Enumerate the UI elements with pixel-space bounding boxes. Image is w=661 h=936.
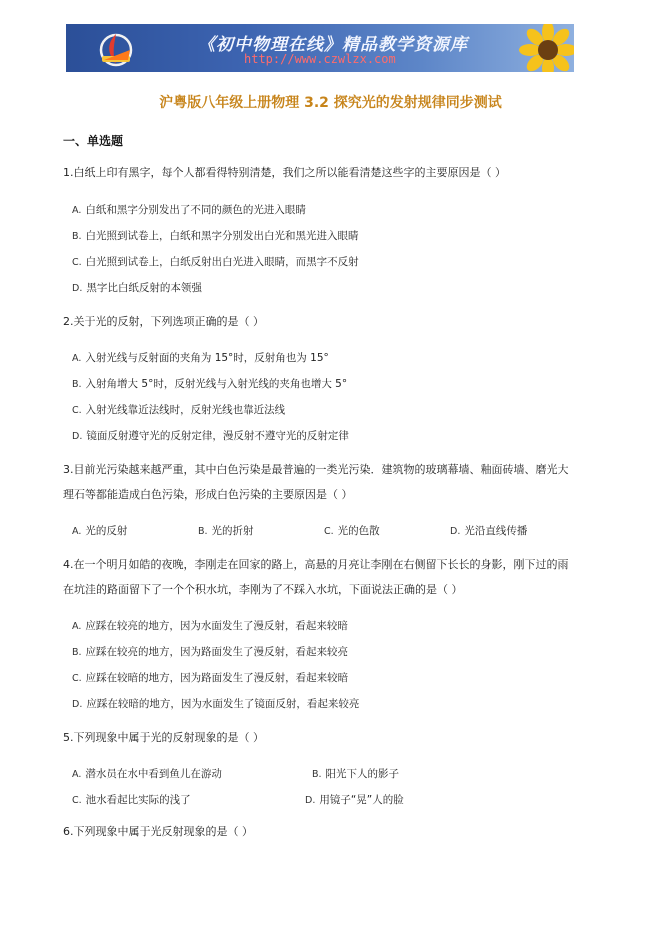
- header-banner: [66, 24, 574, 72]
- option-text: 池水看起比实际的浅了: [85, 794, 191, 806]
- question-2-option-a[interactable]: [72, 350, 329, 365]
- question-4-stem-line-2: 在坑洼的路面留下了一个个积水坑，李刚为了不踩入水坑，下面说法正确的是（ ）: [63, 583, 463, 596]
- banner-url: http://www.czwlzx.com: [244, 52, 396, 66]
- option-text: 入射角增大 5°时，反射光线与入射光线的夹角也增大 5°: [85, 378, 348, 390]
- option-letter: B.: [198, 526, 208, 537]
- option-text: 应踩在较暗的地方，因为路面发生了漫反射，看起来较暗: [85, 672, 349, 684]
- option-text: 光的反射: [85, 525, 128, 537]
- question-5-option-c[interactable]: [72, 792, 191, 807]
- question-4-option-d[interactable]: [72, 696, 359, 711]
- option-letter: C.: [324, 526, 334, 537]
- question-3-stem-line-1: 3.目前光污染越来越严重，其中白色污染是最普遍的一类光污染．建筑物的玻璃幕墙、釉面砖墙、磨光大: [63, 463, 569, 476]
- question-5-option-d[interactable]: [305, 792, 404, 807]
- option-text: 白光照到试卷上，白纸和黑字分别发出白光和黑光进入眼睛: [85, 230, 359, 242]
- option-letter: D.: [72, 699, 83, 710]
- option-letter: C.: [72, 257, 82, 268]
- option-letter: A.: [72, 205, 82, 216]
- option-letter: B.: [72, 231, 82, 242]
- banner-title: 《初中物理在线》精品教学资源库: [198, 35, 468, 55]
- question-4-option-c[interactable]: [72, 670, 348, 685]
- question-1-option-a[interactable]: [72, 202, 306, 217]
- option-letter: B.: [312, 769, 322, 780]
- option-text: 阳光下人的影子: [325, 768, 400, 780]
- option-letter: A.: [72, 526, 82, 537]
- option-text: 用镜子“晃”人的脸: [319, 794, 404, 806]
- option-text: 应踩在较亮的地方，因为水面发生了漫反射，看起来较暗: [85, 620, 348, 632]
- option-text: 白纸和黑字分别发出了不同的颜色的光进入眼睛: [85, 204, 306, 216]
- option-letter: A.: [72, 621, 82, 632]
- option-letter: D.: [72, 431, 83, 442]
- option-letter: C.: [72, 673, 82, 684]
- option-text: 光沿直线传播: [464, 525, 528, 537]
- question-3-option-d[interactable]: [450, 523, 527, 538]
- option-text: 入射光线与反射面的夹角为 15°时，反射角也为 15°: [85, 352, 329, 364]
- question-3-option-c[interactable]: [324, 523, 380, 538]
- option-text: 白光照到试卷上，白纸反射出白光进入眼睛，而黑字不反射: [85, 256, 359, 268]
- option-text: 应踩在较暗的地方，因为水面发生了镜面反射，看起来较亮: [86, 698, 360, 710]
- option-text: 镜面反射遵守光的反射定律，漫反射不遵守光的反射定律: [86, 430, 349, 442]
- question-1-stem: 1.白纸上印有黑字，每个人都看得特别清楚，我们之所以能看清楚这些字的主要原因是（ ）: [63, 166, 506, 179]
- question-5-option-a[interactable]: [72, 766, 222, 781]
- option-letter: A.: [72, 769, 82, 780]
- option-text: 黑字比白纸反射的本领强: [86, 282, 202, 294]
- sunflower-icon: [510, 24, 574, 72]
- question-2-option-b[interactable]: [72, 376, 347, 391]
- option-letter: D.: [305, 795, 316, 806]
- question-6-stem: 6.下列现象中属于光反射现象的是（ ）: [63, 825, 253, 838]
- question-4-stem-line-1: 4.在一个明月如皓的夜晚，李刚走在回家的路上，高悬的月亮让李刚在右侧留下长长的身影，刚下过的雨: [63, 558, 569, 571]
- option-letter: A.: [72, 353, 82, 364]
- question-4-option-b[interactable]: [72, 644, 348, 659]
- option-text: 入射光线靠近法线时，反射光线也靠近法线: [85, 404, 286, 416]
- question-3-option-b[interactable]: [198, 523, 254, 538]
- question-3-option-a[interactable]: [72, 523, 127, 538]
- option-text: 应踩在较亮的地方，因为路面发生了漫反射，看起来较亮: [85, 646, 349, 658]
- document-title: 沪粤版八年级上册物理 3.2 探究光的发射规律同步测试: [159, 95, 502, 111]
- option-letter: C.: [72, 795, 82, 806]
- question-2-option-d[interactable]: [72, 428, 349, 443]
- site-logo-icon: [96, 30, 136, 68]
- option-letter: B.: [72, 647, 82, 658]
- option-letter: C.: [72, 405, 82, 416]
- question-1-option-c[interactable]: [72, 254, 359, 269]
- section-heading: 一、单选题: [63, 134, 124, 148]
- option-text: 潜水员在水中看到鱼儿在游动: [85, 768, 222, 780]
- question-5-option-b[interactable]: [312, 766, 399, 781]
- question-2-option-c[interactable]: [72, 402, 285, 417]
- question-4-option-a[interactable]: [72, 618, 348, 633]
- question-1-option-d[interactable]: [72, 280, 202, 295]
- option-letter: D.: [72, 283, 83, 294]
- option-letter: B.: [72, 379, 82, 390]
- question-2-stem: 2.关于光的反射，下列选项正确的是（ ）: [63, 315, 264, 328]
- question-1-option-b[interactable]: [72, 228, 359, 243]
- option-text: 光的折射: [211, 525, 254, 537]
- question-5-stem: 5.下列现象中属于光的反射现象的是（ ）: [63, 731, 264, 744]
- question-3-stem-line-2: 理石等都能造成白色污染，形成白色污染的主要原因是（ ）: [63, 488, 353, 501]
- option-letter: D.: [450, 526, 461, 537]
- option-text: 光的色散: [337, 525, 380, 537]
